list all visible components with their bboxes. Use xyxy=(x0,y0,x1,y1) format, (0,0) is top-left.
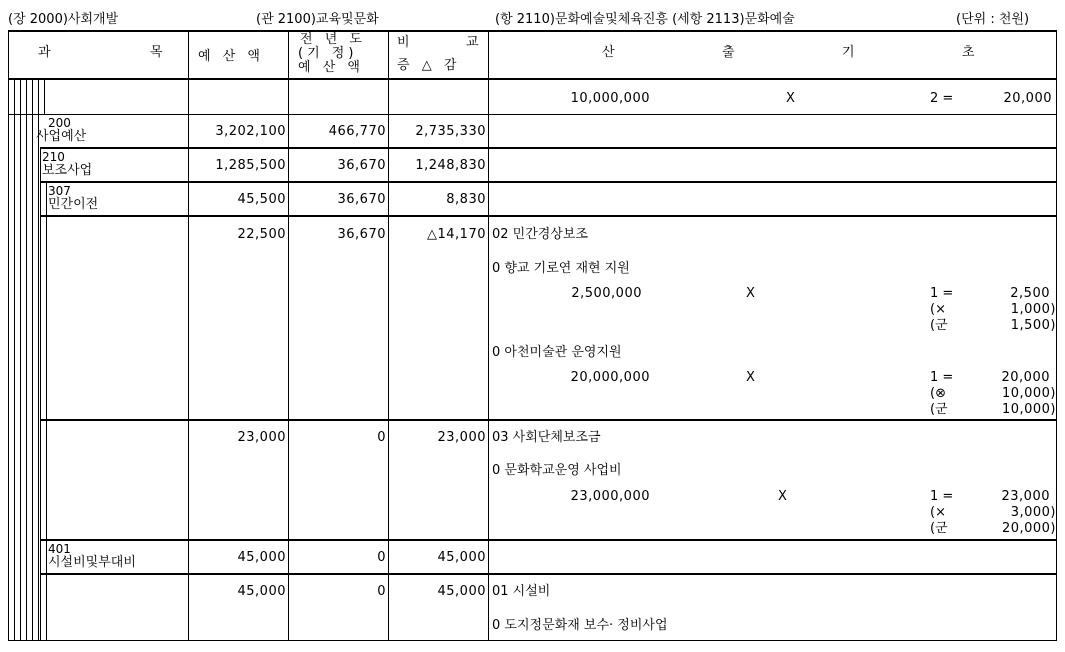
row-401-diff: 45,000 xyxy=(437,550,486,565)
block2-title: 03 사회단체보조금 xyxy=(492,430,601,445)
col-subject-left: 과 xyxy=(38,45,51,60)
block1-item2-k3: (군 xyxy=(930,402,948,417)
block1-item1-v3: 1,500) xyxy=(1010,318,1056,333)
block1-item2-v2: 10,000) xyxy=(1001,386,1056,401)
block1-item2-x: X xyxy=(746,370,755,385)
header-jang: (장 2000)사회개발 xyxy=(8,12,119,27)
block1-diff: △14,170 xyxy=(427,227,486,242)
col-basis-2: 출 xyxy=(722,45,735,60)
row-200-code: 200 xyxy=(48,116,71,130)
row-307-code: 307 xyxy=(48,184,71,198)
block1-title: 02 민간경상보조 xyxy=(492,227,589,242)
block1-budget: 22,500 xyxy=(237,227,286,242)
row-401-code: 401 xyxy=(48,542,71,556)
block1-item1-v2: 1,000) xyxy=(1010,302,1056,317)
col-cmp-top-left: 비 xyxy=(397,35,410,50)
col-subject-right: 목 xyxy=(150,45,163,60)
row-200-diff: 2,735,330 xyxy=(415,124,486,139)
col-prev-line3: 예 산 액 xyxy=(298,60,364,75)
block2-item-name: 0 문화학교운영 사업비 xyxy=(492,463,622,478)
block2-item-amount: 23,000,000 xyxy=(570,489,650,504)
block1-item1-k1: 1 = xyxy=(930,286,954,301)
row-307-prev: 36,670 xyxy=(337,192,386,207)
block2-item-v2: 3,000) xyxy=(1010,505,1056,520)
block2-item-v1: 23,000 xyxy=(1001,489,1050,504)
block3-item: 0 도지정문화재 보수· 정비사업 xyxy=(492,618,668,633)
col-prev-line2: (기 정) xyxy=(298,46,358,61)
row-307-diff: 8,830 xyxy=(446,192,486,207)
col-prev-line1: 전 년 도 xyxy=(300,32,366,47)
block1-item1-name: 0 향교 기로연 재현 지원 xyxy=(492,261,630,276)
block1-item2-k1: 1 = xyxy=(930,370,954,385)
block1-item1-v1: 2,500 xyxy=(1010,286,1050,301)
block2-item-k2: (× xyxy=(930,505,946,520)
block3-budget: 45,000 xyxy=(237,584,286,599)
block1-item2-v3: 10,000) xyxy=(1001,402,1056,417)
block1-item2-k2: (⊗ xyxy=(930,386,946,401)
block2-diff: 23,000 xyxy=(437,430,486,445)
block1-item1-x: X xyxy=(746,286,755,301)
block2-item-k1: 1 = xyxy=(930,489,954,504)
block1-item2-v1: 20,000 xyxy=(1001,370,1050,385)
top-mult: 2 = xyxy=(930,91,954,106)
block2-item-k3: (군 xyxy=(930,521,948,536)
top-amount: 10,000,000 xyxy=(570,91,650,106)
block1-item2-name: 0 아천미술관 운영지원 xyxy=(492,345,622,360)
row-307-budget: 45,500 xyxy=(237,192,286,207)
row-401-prev: 0 xyxy=(377,550,386,565)
row-210-diff: 1,248,830 xyxy=(415,158,486,173)
block3-prev: 0 xyxy=(377,584,386,599)
row-210-prev: 36,670 xyxy=(337,158,386,173)
block1-item1-k3: (군 xyxy=(930,318,948,333)
block1-item1-k2: (× xyxy=(930,302,946,317)
row-200-name: 사업예산 xyxy=(36,129,87,144)
row-210-code: 210 xyxy=(42,150,65,164)
block2-item-v3: 20,000) xyxy=(1001,521,1056,536)
row-307-name: 민간이전 xyxy=(48,197,99,212)
row-200-prev: 466,770 xyxy=(328,124,386,139)
block2-budget: 23,000 xyxy=(237,430,286,445)
col-basis-3: 기 xyxy=(842,45,855,60)
header-unit: (단위 : 천원) xyxy=(956,12,1030,27)
header-gwan: (관 2100)교육및문화 xyxy=(256,12,379,27)
col-cmp-bottom: 증 △ 감 xyxy=(397,58,461,73)
col-basis-4: 초 xyxy=(962,45,975,60)
col-basis-1: 산 xyxy=(602,45,615,60)
block1-item2-amount: 20,000,000 xyxy=(570,370,650,385)
block1-prev: 36,670 xyxy=(337,227,386,242)
row-210-budget: 1,285,500 xyxy=(215,158,286,173)
block1-item1-amount: 2,500,000 xyxy=(571,286,642,301)
block3-title: 01 시설비 xyxy=(492,584,551,599)
top-result: 20,000 xyxy=(1003,91,1052,106)
top-x: X xyxy=(786,91,795,106)
block2-prev: 0 xyxy=(377,430,386,445)
row-401-name: 시설비및부대비 xyxy=(48,555,136,570)
header-hang: (항 2110)문화예술및체육진흥 (세항 2113)문화예술 xyxy=(495,12,795,27)
row-210-name: 보조사업 xyxy=(42,163,93,178)
col-budget: 예 산 액 xyxy=(198,49,264,64)
block2-item-x: X xyxy=(778,489,787,504)
block3-diff: 45,000 xyxy=(437,584,486,599)
row-200-budget: 3,202,100 xyxy=(215,124,286,139)
col-cmp-top-right: 교 xyxy=(466,35,479,50)
row-401-budget: 45,000 xyxy=(237,550,286,565)
